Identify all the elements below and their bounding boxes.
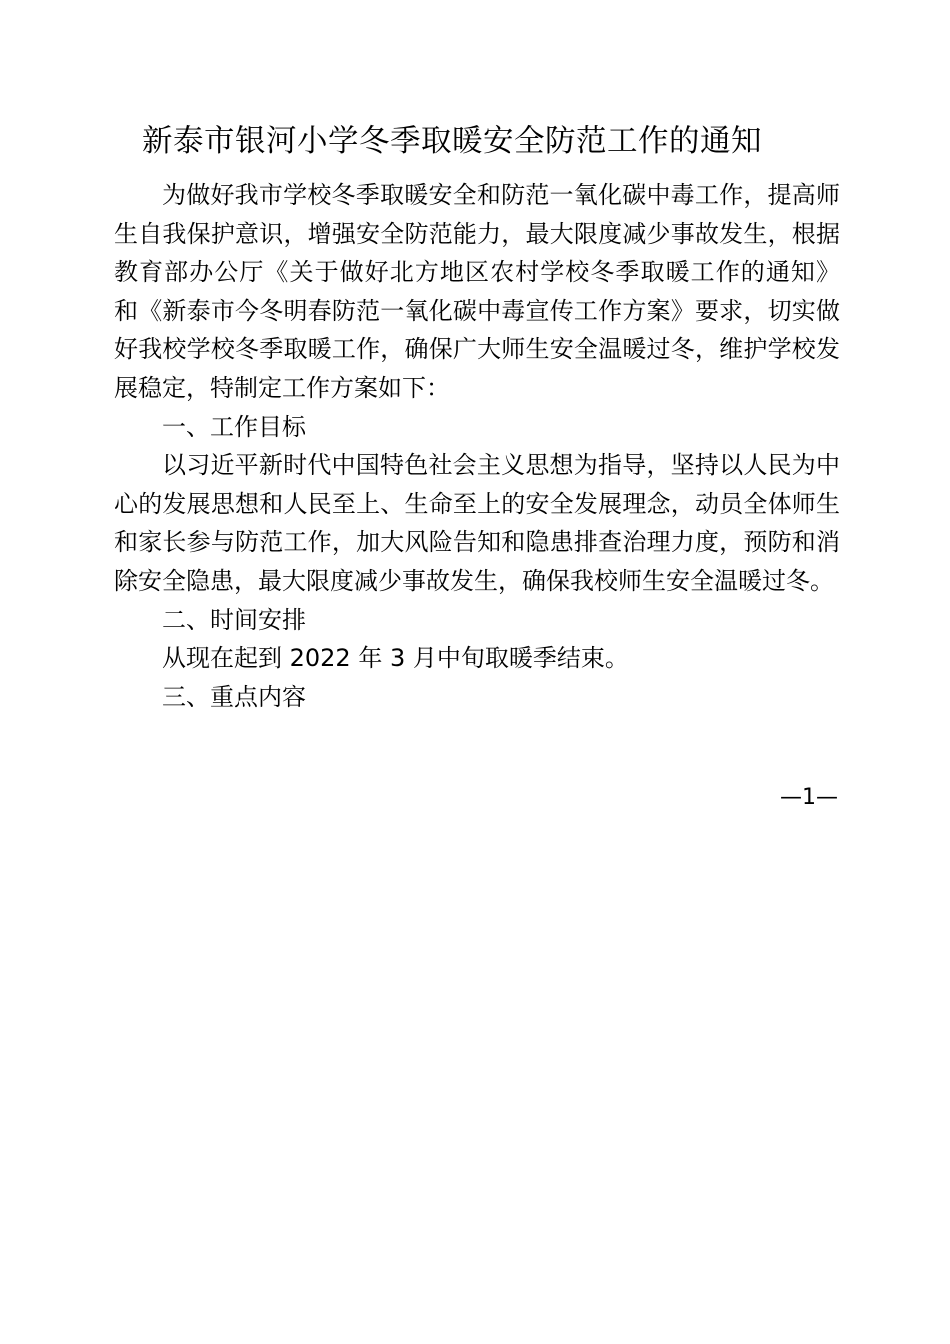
section-heading-key-content: 三、重点内容 [162,682,306,711]
document-title: 新泰市银河小学冬季取暖安全防范工作的通知 [142,124,762,159]
page-number: —1— [780,785,838,810]
document-body [114,176,840,716]
intro-paragraph: 为做好我市学校冬季取暖安全和防范一氧化碳中毒工作，提高师生自我保护意识，增强安全防范能力，最大限度减少事故发生，根据教育部办公厅《关于做好北方地区农村学校冬季取暖工作的通知》 和《新泰市今冬明春防范一氧化碳中毒宣传工作方案》要求，切实做好我校学校冬季取暖工作，确保广大师生安全温暖过冬，维护学校发展稳定，特制定工作方案如下： [114,181,840,402]
goals-paragraph: 以习近平新时代中国特色社会主义思想为指导，坚持以人民为中心的发展思想和人民至上、生命至上的安全发展理念，动员全体师生和家长参与防范工作，加大风险告知和隐患排查治理力度，预防和消除安全隐患，最大限度减少事故发生，确保我校师生安全温暖过冬。 [114,451,840,595]
section-heading-goals: 一、工作目标 [162,412,306,441]
schedule-paragraph: 从现在起到 2022 年 3 月中旬取暖季结束。 [162,644,629,673]
section-heading-schedule: 二、时间安排 [162,605,306,634]
